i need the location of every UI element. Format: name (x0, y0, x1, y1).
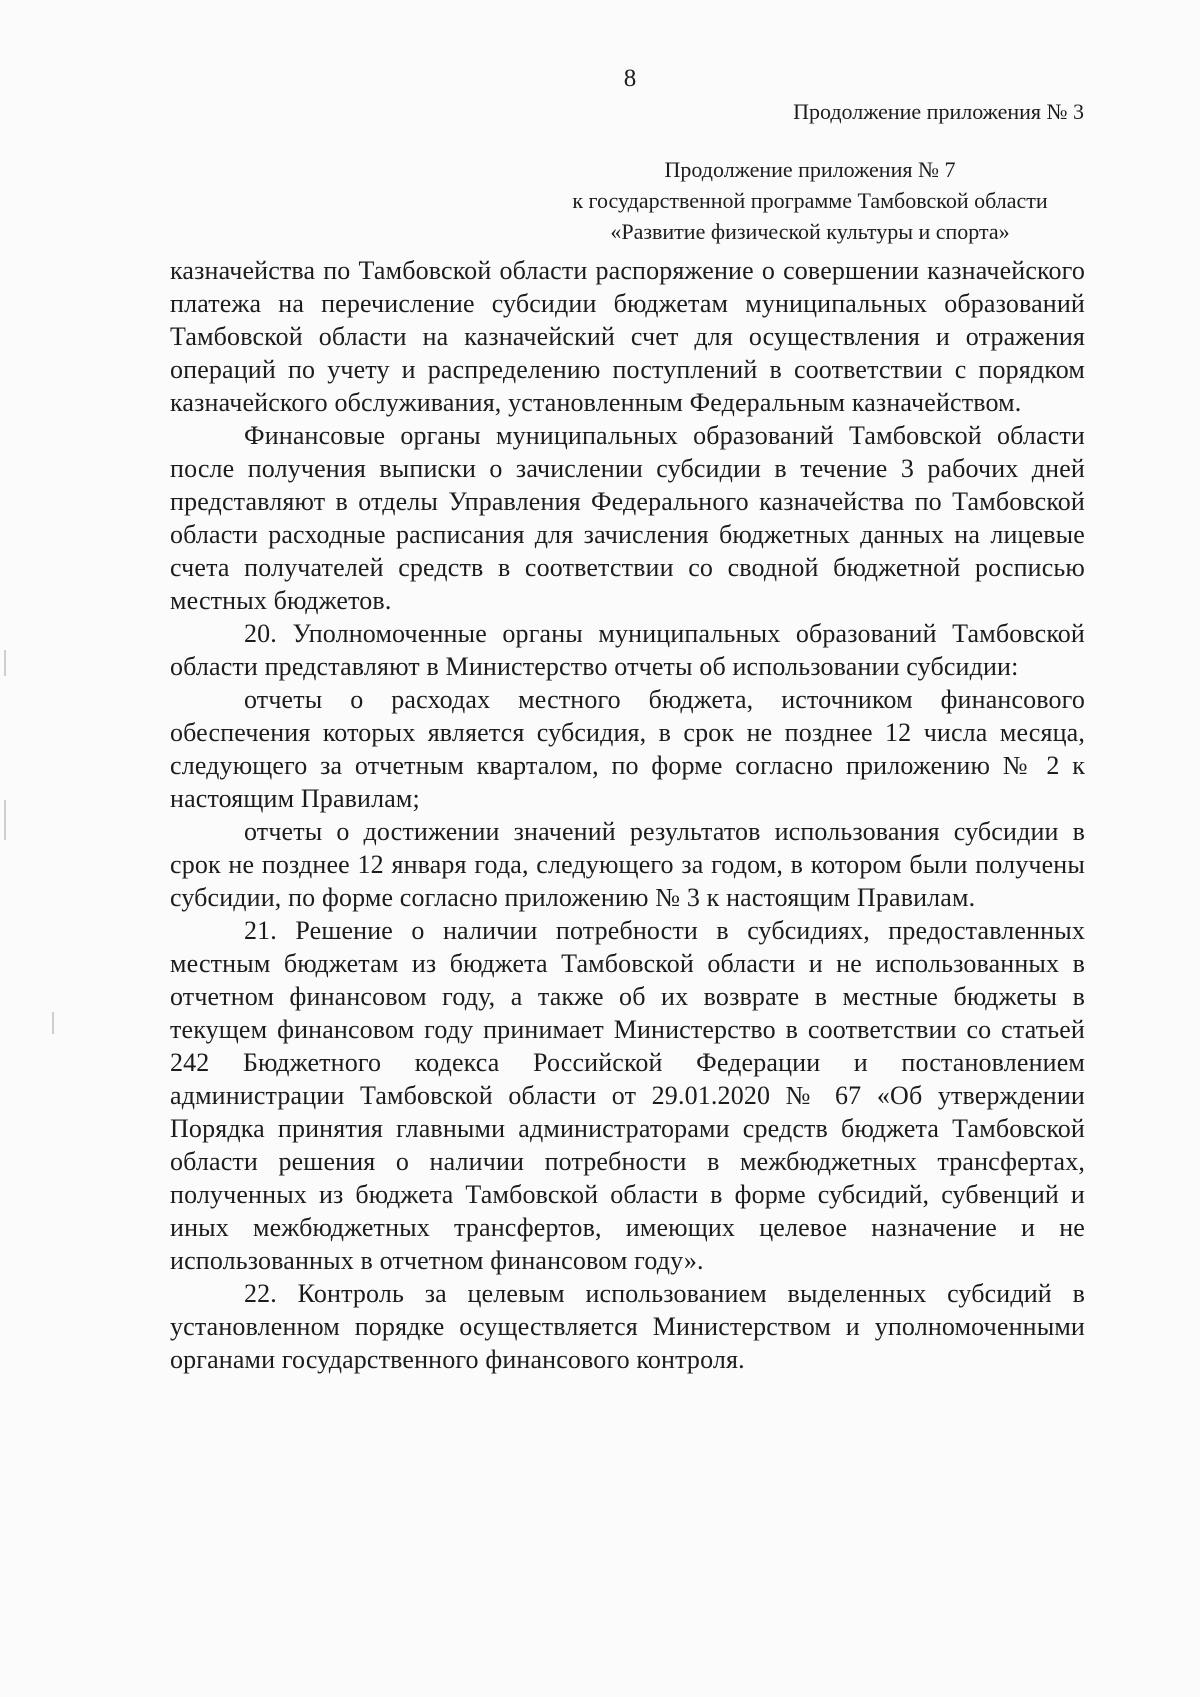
appendix-7-line1: Продолжение приложения № 7 (664, 157, 956, 182)
continuation-appendix-3: Продолжение приложения № 3 (793, 99, 1084, 124)
paragraph-item-22: 22. Контроль за целевым использованием выделенных субсидий в установленном порядке осуществляется Министерством и уполномоченными органами государственного финансового контроля. (170, 1279, 1085, 1374)
scan-artifact-1 (4, 650, 6, 676)
appendix-7-header (530, 154, 1090, 247)
paragraph-financial-bodies: Финансовые органы муниципальных образований Тамбовской области после получения выписки о зачислении субсидии в течение 3 рабочих дней представляют в отделы Управления Федерального казначейства по Тамбовской области расходные расписания для зачисления бюджетных данных на лицевые счета получателей средств в соответствии со сводной бюджетной росписью местных бюджетов. (170, 421, 1085, 615)
appendix-7-line3: «Развитие физической культуры и спорта» (610, 219, 1010, 244)
document-body (170, 254, 1085, 1376)
appendix-7-line2: к государственной программе Тамбовской области (572, 188, 1048, 213)
paragraph-results-reports: отчеты о достижении значений результатов использования субсидии в срок не позднее 12 января года, следующего за годом, в котором были получены субсидии, по форме согласно приложению № 3 к настоящим Правилам. (170, 817, 1085, 912)
paragraph-item-20: 20. Уполномоченные органы муниципальных образований Тамбовской области представляют в Министерство отчеты об использовании субсидии: (170, 619, 1085, 681)
page-number: 8 (623, 65, 637, 92)
paragraph-item-21: 21. Решение о наличии потребности в субсидиях, предоставленных местным бюджетам из бюджета Тамбовской области и не использованных в отчетном финансовом году, а также об их возврате в местные бюджеты в текущем финансовом году принимает Министерство в соответствии со статьей 242 Бюджетного кодекса Российской Федерации и постановлением администрации Тамбовской области от 29.01.2020 № 67 «Об утверждении Порядка принятия главными администраторами средств бюджета Тамбовской области решения о наличии потребности в межбюджетных трансфертах, полученных из бюджета Тамбовской области в форме субсидий, субвенций и иных межбюджетных трансфертов, имеющих целевое назначение и не использованных в отчетном финансовом году». (170, 916, 1085, 1275)
paragraph-expense-reports: отчеты о расходах местного бюджета, источником финансового обеспечения которых является субсидия, в срок не позднее 12 числа месяца, следующего за отчетным кварталом, по форме согласно приложению № 2 к настоящим Правилам; (170, 685, 1085, 813)
paragraph-treasury-continuation: казначейства по Тамбовской области распоряжение о совершении казначейского платежа на перечисление субсидии бюджетам муниципальных образований Тамбовской области на казначейский счет для осуществления и отражения операций по учету и распределению поступлений в соответствии с порядком казначейского обслуживания, установленным Федеральным казначейством. (170, 256, 1085, 417)
scan-artifact-3 (52, 1012, 54, 1034)
scan-artifact-2 (4, 800, 6, 840)
